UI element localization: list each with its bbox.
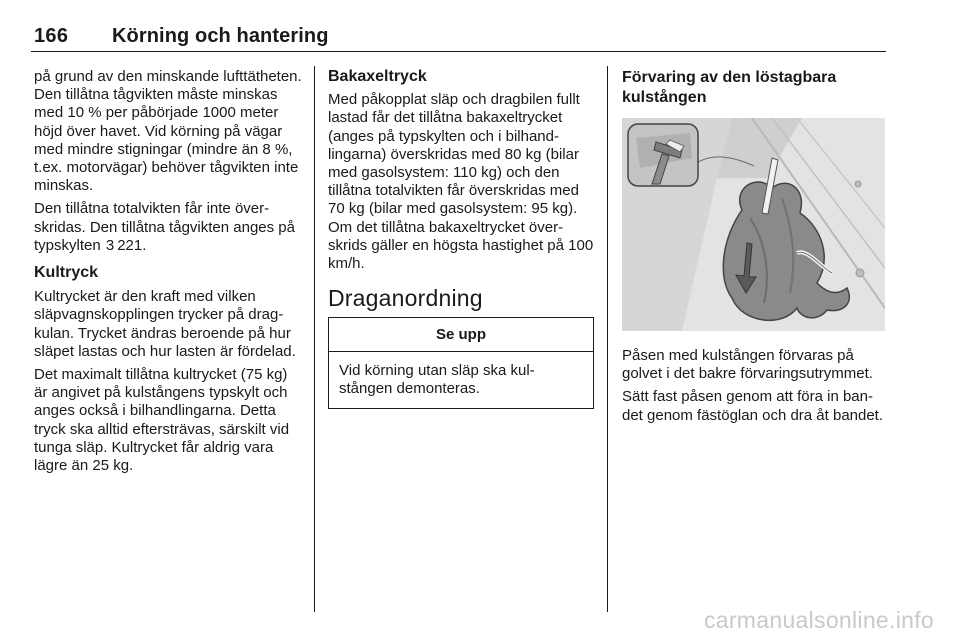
watermark: carmanualsonline.info	[703, 607, 934, 633]
towbar-storage-illustration	[622, 118, 885, 331]
caution-text: Vid körning utan släp ska kulstången demonteras.	[339, 361, 535, 397]
paragraph: Påsen med kulstången förvaras på golvet i det bakre förvaringsutrymmet.	[622, 347, 873, 383]
caution-box	[328, 317, 594, 409]
section-heading-draganordning: Draganordning	[328, 285, 483, 312]
column-divider	[607, 66, 608, 612]
paragraph	[34, 200, 302, 255]
illustration-svg	[622, 118, 885, 331]
column-right	[622, 68, 888, 430]
paragraph: Det maximalt tillåtna kultrycket (75 kg) är angivet på kulstångens typskylt och anges också i bilhandlingarna. Detta tryck ska alltid eftersträvas, särskilt vid tunga släp. Kultrycket får aldrig vara lägre än 25 kg.	[34, 366, 290, 475]
heading-forvaring: Förvaring av den löstagbara kulstången	[622, 69, 837, 106]
heading-bakaxeltryck: Bakaxeltryck	[328, 68, 427, 85]
paragraph: Sätt fast påsen genom att föra in bandet genom fästöglan och dra åt bandet.	[622, 388, 884, 424]
column-middle	[328, 68, 594, 409]
paragraph: på grund av den minskande lufttätheten. Den tillåtna tågvikten måste minskas med 10 % per påbörjade 1000 meter höjd över havet. Vid körning på vägar med mindre stigningar (mindre än 8 %, t.ex. motorvägar) behöver tågvikten inte minskas.	[34, 68, 302, 195]
paragraph: Med påkopplat släp och dragbilen fullt lastad får det tillåtna bakaxeltrycket (anges på typskylten och i bilhandlingarna) överskridas med 80 kg (bilar med gasolsystem: 110 kg) och den tillåtna totalvikten får överskridas med 70 kg (bilar med gasolsystem: 95 kg). Om det tillåtna bakaxeltrycket överskrids gäller en högsta hastighet på 100 km/h.	[328, 91, 594, 273]
page-header	[31, 21, 886, 52]
page-reference-arrow-icon: 3	[105, 236, 115, 254]
heading-kultryck: Kultryck	[34, 264, 99, 282]
paragraph-text: Den tillåtna totalvikten får inte överskridas. Den tillåtna tågvikten anges på typskylten	[34, 200, 295, 254]
page-number: 166	[34, 25, 69, 47]
column-left	[34, 68, 302, 480]
paragraph: Kultrycket är den kraft med vilken släpvagnskopplingen trycker på dragkulan. Trycket ändras beroende på hur släpet lastas och hur lasten är fördelad.	[34, 288, 296, 360]
column-divider	[314, 66, 315, 612]
page-reference-link[interactable]: 221.	[117, 236, 147, 254]
section-title: Körning och hantering	[112, 25, 329, 47]
caution-title: Se upp	[329, 318, 593, 351]
